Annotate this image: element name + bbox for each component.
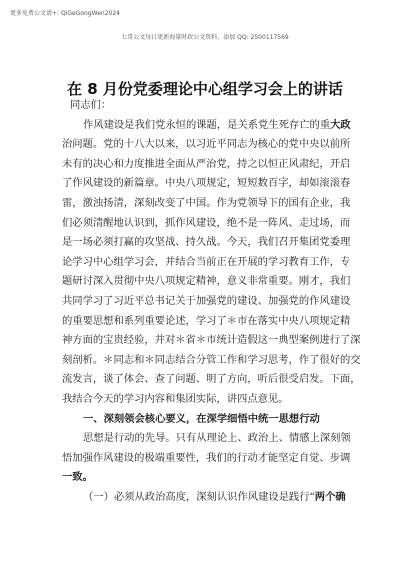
paragraph-line: 一致。: [62, 471, 93, 484]
paragraph-line: 未有的决心和力度推进全面从严治党，持之以恒正风肃纪，开启: [62, 157, 351, 170]
paragraph-line: 我结合今天的学习内容和集团实际，讲四点意见。: [62, 392, 289, 405]
paragraph-line: 刻剖析。＊同志和＊同志结合分管工作和学习思考，作了很好的交: [62, 353, 361, 366]
paragraph-line: 共同学习了习近平总书记关于加强党的建设、加强党的作风建设: [62, 294, 351, 307]
paragraph-line: 是一场必须打赢的攻坚战、持久战。今天，我们召开集团党委理: [62, 236, 351, 249]
paragraph-line: 流发言，谈了体会、查了问题、明了方向，听后很受启发。下面，: [62, 373, 361, 386]
header-notice: 七哥公文每日更新海量时政公文资料，添加 QQ: 2500117569: [121, 34, 289, 41]
paragraph-line: 们必须清醒地认识到，抓作风建设，绝不是一阵风、走过场，而: [62, 216, 351, 229]
section-heading: 一、深刻领会核心要义，在深学细悟中统一思想行动: [83, 412, 320, 425]
paragraph-line: 题研讨深入贯彻中央八项规定精神，意义非常重要。刚才，我们: [62, 275, 351, 288]
paragraph-line: 神方面的宝贵经验，并对＊省＊市统计造假这一典型案例进行了深: [62, 334, 361, 347]
document-body: [62, 96, 368, 507]
paragraph-line: 论学习中心组学习会，并结合当前正在开展的学习教育工作，专: [62, 255, 351, 268]
watermark-text: 更多免费公文请+: QiGeGongWen2024: [10, 10, 120, 17]
salutation: 同志们：: [70, 99, 112, 111]
paragraph-line: 作风建设是我们党永恒的课题，是关系党生死存亡的重大政: [83, 118, 351, 131]
bold-text: 大政: [330, 118, 351, 131]
paragraph-line: 了作风建设的新篇章。中央八项规定，短短数百字，却如滚滚春: [62, 177, 351, 190]
paragraph-line: 雷，激浊扬清，深刻改变了中国。作为党领导下的国有企业，我: [62, 196, 351, 209]
paragraph-line: 的重要思想和系列重要论述，学习了＊市在落实中央八项规定精: [62, 314, 351, 327]
subsection-heading: （一）必须从政治高度，深刻认识作风建设是践行“两个确: [83, 490, 346, 503]
document-title: 在 8 月份党委理论中心组学习会上的讲话: [67, 80, 343, 98]
bold-text: 两个确: [314, 490, 346, 503]
paragraph-line: 治问题。党的十八大以来，以习近平同志为核心的党中央以前所: [62, 138, 351, 151]
paragraph-line: 悟加强作风建设的极端重要性，我们的行动才能坚定自觉、步调: [62, 451, 351, 464]
paragraph-line: 思想是行动的先导。只有从理论上、政治上、情感上深刻领: [83, 432, 351, 445]
